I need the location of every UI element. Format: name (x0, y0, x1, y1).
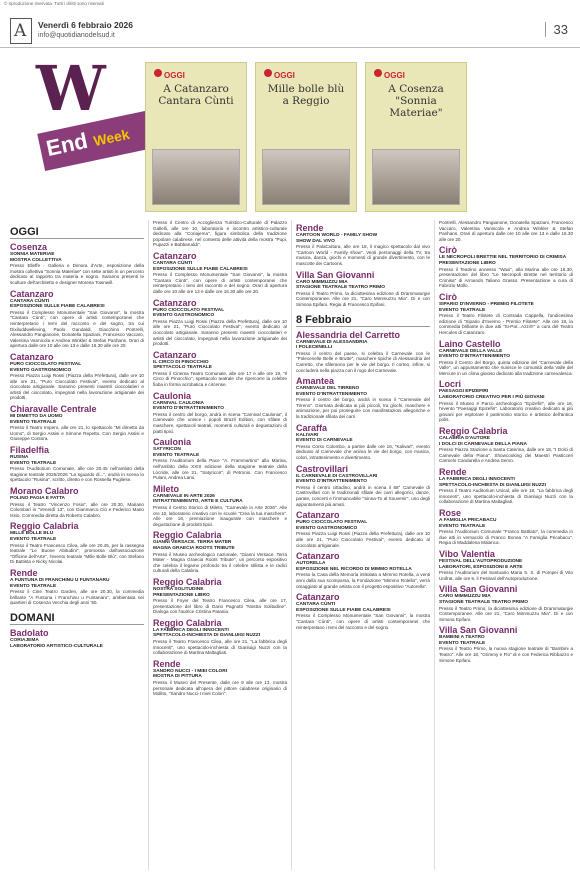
event-title: CARNEVALE DI ALESSANDRIA (296, 339, 368, 345)
event-description: Presso Corso Colombo, a partire dalle ore 16, "Kalivari", evento dedicato al Carnevale che anima le vie del borgo, con musica, colori, intrattenimento e divertimento. (296, 443, 430, 461)
event-title: SONNIA MATERIAE (10, 252, 55, 257)
city-heading: Alessandria del Carretto (296, 329, 401, 340)
event-title: EVENTO D'INTRATTENIMENTO (296, 479, 367, 485)
event-description: Presso il Teatro "Vincenzo Fosio", alle ore 20.30, Mariano Colombari in "Venerdì 13", con Gianmarco Ciò e Federico Mario Issio. Commedia diretta da Roberto Calabro. (10, 501, 144, 518)
event-description: Presso l'Auditorium della Pace "A. Frammartino" alla Marina, nell'ambito della XXIII edizione della stagione teatrale della Locride, alle ore 21, "Satyricon", di Petronio. Con Francesco Pulani, Andrea Lami. (153, 458, 287, 481)
column-divider (434, 220, 435, 870)
promo-box[interactable] (255, 62, 357, 212)
event-title: LABORATORI, ESPOSIZIONI E ARTE (439, 564, 523, 570)
event-title: AUTORELLA (296, 561, 326, 567)
event-description: Presso il Centro del Borgo, quinta edizione del "Carnevale della Valle", un appuntamento che riunisce le comunità della Valle del Mercure in un clima gioioso dedicato alla tradizione carnevalesca. (439, 359, 573, 376)
event-title: MOSTRA DI PITTURA (153, 674, 202, 680)
city-heading: Rose (439, 507, 462, 518)
event-title: ESPOSIZIONE SULLE FIABE CALABRESI (296, 607, 391, 613)
city-heading: Filadelfia (10, 445, 50, 456)
city-heading: Catanzaro (296, 592, 340, 603)
event-title: IL CIRCO DI PINOCCHIO (153, 359, 209, 365)
weekend-banner (36, 52, 131, 214)
column-1 (10, 220, 144, 649)
city-heading: Chiaravalle Centrale (10, 404, 97, 415)
event-title: EVENTO TEATRALE (10, 536, 57, 542)
event-title: A FAMIGLIA PRICABACU (439, 517, 497, 523)
city-heading: Catanzaro (10, 288, 54, 299)
city-heading: Villa San Giovanni (439, 625, 518, 636)
event-title: EVENTO GASTRONOMICO (10, 367, 72, 373)
event-title: CORIAJEMA (10, 637, 39, 643)
city-heading: Caraffa (296, 422, 328, 433)
city-heading: Reggio Calabria (153, 617, 222, 628)
city-heading: Cosenza (10, 242, 48, 252)
event-description: Presso il Teatro Francesco Cilea, alle ore 20.45, per la rassegna teatrale "Le Buone Abitudini", promossa dall'associazione "Officine dell'Arte", l'evento teatrale "Mille Bolle Blù", con Stefano Di Battista e Nicky Nicolai. (10, 542, 144, 565)
event-description: Presso il Centro Storico di Mileto, "Carnevale in Arte 2026". Alle ore 10, laboratorio creativo con le scuole "Crea la tua maschera". Alle ore 16, premiazione inaugurale con maschere e degustazione di prodotti tipici. (153, 504, 287, 527)
event-title: INTRATTENIMENTO, ARTE E CULTURA (153, 499, 243, 505)
event-title: NOSTRA SOLITUDINE (153, 586, 204, 592)
city-heading: Catanzaro (10, 351, 54, 362)
event-title: SPETTACOLO TEATRALE (153, 365, 212, 371)
event-description: Presso il Cine Teatro Garden, alle ore 20.30, la commedia brillante "A Funtuna i Franchinu u Funtanaru", ambientata nei quartieri di Cosenza Vecchia degli anni '50. (10, 589, 144, 606)
event-title: CANTARA CÙNTI (10, 298, 50, 304)
event-title: PAESAGGI EPIZEFIRI (439, 389, 489, 395)
city-heading: Catanzaro (296, 551, 340, 562)
event-description: Presso il Foyer del Teatro Francesco Cilea, alle ore 17, presentazione del libro di Dario Pagnotti "Nostra Solitudine". Dialoga con l'autrice Cristina Patania. (153, 598, 287, 615)
event-title: LA FABBRICA DEGLI INNOCENTI (439, 477, 515, 482)
event-title: PURO CIOCCOLATO FESTIVAL (296, 520, 368, 526)
city-heading: Catanzaro (153, 297, 197, 308)
promo-photo (262, 149, 350, 205)
event-title: CANTARA CÙNTI (153, 260, 193, 266)
event-title: SIPARIO D'INVERNO - PREMIO FILOTETE (439, 301, 534, 307)
event-title: EVENTO TEATRALE (10, 419, 57, 425)
event-title: EVENTO TEATRALE (10, 460, 57, 466)
page-number: 33 (545, 22, 568, 37)
event-description: Presso il centro cittadino, andrà in scena il 68° Carnevale di Castrovillari con le tradizionali sfilate dei carri allegorici, danze, parate, concerti e l'immancabile "Sinna-To al Souvenir", uno degli appuntamenti più amati. (296, 484, 430, 507)
event-title: CARNEVALE DEL TIRRENO (296, 386, 360, 392)
event-description: Presso il centro del borgo, andrà in scena "Carnival Caulonia", il Carnevale che unisce i popoli Brazil Edition, con sfilate di maschere, spettacoli teatrali, momenti culturali e degustazioni di piatti tipici. (153, 411, 287, 434)
event-description: Presso il Teatro Primo, la diciottesima edizione di Drammaturgie Contemporanee. Alle ore 21, "Caro Mimmuzzu Mia". Di e con Simona Epifani. (439, 605, 573, 622)
event-title: EVENTO GASTRONOMICO (296, 525, 358, 531)
event-title: EVENTO GASTRONOMICO (153, 313, 215, 319)
tag-dot-icon (154, 69, 162, 77)
city-heading: Cirò (439, 245, 457, 256)
event-title: FESTIVAL DELL'AUTOPRODUZIONE (439, 558, 523, 564)
event-description: Presso la Casa della Memoria intitolata a Mimmo Rotella, a venti anni dalla sua scomparsa, la Fondazione "Mimmo Rotella", verrà omaggiato al grande artista con il progetto espositivo "Autorella". (296, 572, 430, 589)
newspaper-logo-icon (10, 18, 32, 44)
promo-tag: OGGI (384, 71, 405, 80)
event-title: LABORATORIO CREATIVO PER I PIÙ GIOVANI (439, 395, 545, 401)
city-heading: Catanzaro (296, 510, 340, 521)
city-heading: Laino Castello (439, 338, 501, 349)
event-title: ESPOSIZIONE NEL RICORDO DI MIMMO ROTELLA (296, 566, 412, 572)
event-description: Presso il Teatro Auditorium Unical, alle ore 18, "La fabbrica degli innocenti", uno spettacolo-inchiesta di Gianluigi Nuzzi con la collaborazione di Martina Maltagliati. (439, 488, 573, 505)
section-heading: DOMANI (10, 612, 144, 625)
event-title: LA FABBRICA DEGLI INNOCENTI (153, 627, 229, 633)
issue-date: Venerdì 6 febbraio 2026 (38, 20, 133, 30)
event-title: BAMBINI A TEATRO (439, 635, 485, 641)
city-heading: Badolato (10, 627, 49, 638)
column-divider (291, 220, 292, 870)
city-heading: Reggio Calabria (439, 426, 508, 437)
event-title: PRESENTAZIONE LIBRO (153, 592, 210, 598)
event-title: IL CARNEVALE DI CASTROVILLARI (296, 473, 378, 479)
city-heading: Locri (439, 379, 462, 390)
event-title: CANTARA CÙNTI (296, 602, 336, 608)
event-title: EVENTO TEATRALE (439, 523, 486, 529)
event-description: Presso il Complesso Monumentale "San Giovanni", la mostra "Cantara Cùnti", con opere di artisti contemporanei che reinterpretano i temi del racconto e del sogno. (296, 613, 430, 630)
event-title: GIANNI VERSACE. TERRA MATER (153, 540, 232, 546)
event-title: SHOW DAL VIVO (296, 238, 335, 244)
city-heading: Rende (296, 223, 324, 233)
event-title: CARNEVALE IN ARTE 2026 (153, 493, 215, 499)
event-description: Presso il Cinema Teatro Comunale, alle ore 17 e alle ore 19, "Il Circo di Pinocchio", spettacolo teatrale che ripercorre la celebre fiaba in forma acrobatica e circense. (153, 370, 287, 388)
event-title: STAGIONE TEATRALE TEATRO PRIMO (296, 285, 386, 291)
section-heading: 8 Febbraio (296, 314, 430, 327)
event-title: PURO CIOCCOLATO FESTIVAL (10, 361, 82, 367)
event-title: EVENTO D'INTRATTENIMENTO (153, 406, 224, 412)
event-description: Presso il Teatro Primo, la diciottesima edizione di Drammaturgie Contemporanee. Alle ore 21, "Caro Mimmuzzu Mia". Di e con Simona Epifani. Regia di Francesco Epifani. (296, 290, 430, 307)
logo-letter: A (14, 21, 27, 41)
event-description: Presso il Museo del Presente, dalle ore 9 alle ore 13, mostra personale dedicata all'opera del pittore calabrese originario di Mollito, "Sandro Nucci-I miei Colori". (153, 680, 287, 697)
event-description: Presso il Teatro Filotete di Contrada Cappella, l'undicesima edizione di "Sipario d'Inverno - Premio Filotete". Alle ore 18, la commedia brillante in due atti "Si-Par...Azzi!!!" a cura del Teatro Hercules di Catanzaro. (439, 313, 573, 335)
event-description: Presso Piazza Luigi Rossi (Piazza della Prefettura), dalle ore 10 alle ore 21, "Puro Cioccolato Festival", evento dedicato al cioccolato artigianale. Saranno presenti maestri cioccolatieri e artisti del cioccolato, impegnati nella lavorazione artigianale dei prodotti. (153, 318, 287, 347)
promo-box[interactable] (365, 62, 467, 212)
event-title: CARO MIMMUZZU MIA (439, 594, 491, 600)
event-title: EVENTO TEATRALE (439, 307, 486, 313)
event-description: Presso Piazza Stazione a Santa Caterina, dalle ore 18, "I Dolci di Carnevale della Piana". Showcooking dei Maestri Pasticceri Carmelo Candarella e Andrea Servo. (439, 447, 573, 464)
city-heading: Caulonia (153, 437, 192, 448)
contact-email[interactable]: info@quotidianodelsud.it (38, 32, 115, 39)
event-title: EVENTO DI CARNEVALE (296, 438, 353, 444)
event-title: LE NECROPOLI BRETTIE NEL TERRITORIO DI CRIMISA (439, 255, 567, 261)
event-title: EVENTO D'INTRATTENIMENTO (296, 391, 367, 397)
column-4 (439, 220, 573, 665)
event-description: Presso il centro del paese, si celebra il Carnevale con le "Polecenelle Belle e Brutte", maschere tipiche di Alessandria del Carretto, che sfileranno per le vie del borgo. Il corteo, infine, si concluderà nella piazza con il rogo del Carnevale. (296, 350, 430, 373)
event-title: MAGNA GRAECIA ROOTS TRIBUTE (153, 545, 235, 551)
event-description: Presso il Museo archeologico nazionale, "Gianni Versace. Terra Mater - Magna Graecia Roots Tribute", un percorso espositivo che celebra il legame profondo tra il celebre stilista e le radici culturali della Calabria. (153, 551, 287, 574)
copyright-note: © riproduzione riservata. Tutti i diritti sono riservati (4, 1, 104, 6)
column-3 (296, 220, 430, 632)
event-description: Presso il Teatro Impero, alle ore 21, lo spettacolo "Mi dimetto da Uomo", di Sergio Assisi e Simone Repetto. Con Sergio Assisi e Giuseppe Contora. (10, 425, 144, 442)
city-heading: Reggio Calabria (153, 530, 222, 541)
event-title: PRESENTAZIONE LIBRO (439, 260, 496, 266)
event-description: Pontrelli, Alessandro Pangianone, Donatella Spaziani, Francesco Vaccaro, Valentina Vannicola e Andrea Winkler & Stefan Panhans. Orari di apertura dalle ore 10 alle ore 13 e dalle 16.30 alle ore 20. (439, 220, 573, 242)
event-title: MILLE BOLLE BLU (10, 531, 54, 537)
city-heading: Rende (439, 467, 467, 477)
event-title: POLINO PAGIA E FATTA (10, 496, 65, 501)
event-title: I DOLCI DI CARNEVALE DELLA PIANA (439, 441, 527, 447)
event-title: A FUNTUNA DI FRANCHINU U FUNTANARU (10, 577, 110, 583)
event-description: Presso l'Auditorium Comunale "Franco Battiato", la commedia in due atti in vernacolo di Franco Bonea "A Famiglia Pricabacu". Regia di Maddalena Malanca. (439, 529, 573, 546)
masthead (0, 8, 580, 48)
event-title: CARTOON WORLD - FAMILY SHOW (296, 233, 378, 238)
city-heading: Caulonia (153, 390, 192, 401)
city-heading: Rende (153, 658, 181, 669)
event-description: Presso il Centro di Accoglienza Turistico-Culturale di Palazzo Gallelli, alle ore 10, laboratorio e incontro artistico-culturale dedicato alla "Coriajema", figura simbolica della tradizione popolare calabrese, nel contesto delle attività della mostra "Pupi, Pupazzi e Babbaruddi". (153, 220, 287, 248)
event-description: Presso l'Auditorium del Santuario Maria S. S. di Pompei di Vito Unifrat, alle ore 9, il Festival dell'Autoproduzione. (439, 570, 573, 581)
promo-box[interactable] (145, 62, 247, 212)
event-title: LABORATORIO ARTISTICO-CULTURALE (10, 643, 103, 649)
city-heading: Catanzaro (153, 250, 197, 261)
event-title: EVENTO D'INTRATTENIMENTO (439, 354, 510, 360)
promo-tag: OGGI (274, 71, 295, 80)
promo-tag: OGGI (164, 71, 185, 80)
event-description: Presso il Teatro Primo, la nuova stagione teatrale di "Bambini a Teatro". Alle ore 18, "Grimmy e Flo" di e con Federica Ribbazzo e Simone Epifani. (439, 646, 573, 663)
event-description: Presso il Complesso Monumentale "San Giovanni", la mostra "Cantara Cùnti", con opere di artisti contemporanei che reinterpretano i temi del racconto e del sogno. Orari di apertura dalle ore 10 alle ore 13 e dalle ore 16.30 alle ore 20. (153, 272, 287, 294)
event-title: EVENTO TEATRALE (153, 452, 200, 458)
event-title: MOSTRA COLLETTIVA (10, 257, 62, 263)
event-description: Presso il Teatrino annesso "Waxi", alla Marina alle ore 16.30, presentazione del libro "Le Necropoli Brettie nel territorio di Crimisa" di Armando Taliano Grasso. Presentazione a cura di Fabrizio Mollo. (439, 266, 573, 289)
city-heading: Amantea (296, 376, 335, 387)
city-heading: Villa San Giovanni (439, 584, 518, 595)
city-heading: Villa San Giovanni (296, 269, 375, 280)
city-heading: Castrovillari (296, 463, 349, 474)
city-heading: Mileto (153, 483, 179, 494)
event-title: CARO MIMMUZZU MIA (296, 279, 348, 285)
event-title: KALIVARI (296, 432, 319, 438)
column-2 (153, 220, 287, 699)
event-title: CARNEVALE DELLA VALLE (439, 348, 503, 354)
city-heading: Reggio Calabria (10, 521, 79, 532)
banner-end-text: End (43, 127, 90, 161)
city-heading: Morano Calabro (10, 486, 79, 496)
event-description: Presso l'Auditorium Comunale, alle ore 20.45 nell'ambito della stagione teatrale 2025/2026 "La sguardo di...", andrà in scena lo spettacolo "Rusina", scritto, diretto e con Rossella Pugliese. (10, 466, 144, 483)
event-title: ESPOSIZIONE SULLE FIABE CALABRESI (10, 304, 105, 310)
promo-title: Mille bolle blù a Reggio (267, 83, 345, 107)
event-description: Presso Piazza Luigi Rossi (Piazza della Prefettura), dalle ore 10 alle ore 21, "Puro Cioccolato Festival", evento dedicato al cioccolato artigianale. Saranno presenti maestri cioccolatieri e artisti del cioccolato, impegnati nella lavorazione artigianale dei prodotti. (10, 373, 144, 401)
column-divider (148, 220, 149, 870)
event-description: Presso il PalaCultura, alle ore 18, il magico spettacolo dal vivo "Cartoon World - Family show". Venti personaggi della TV, tra musica, danza, giochi e momenti di grande divertimento, con le mascotte dei Cartoons. (296, 244, 430, 266)
event-description: Presso il Museo e Parco archeologico "Epizefiri", alle ore 16, l'evento "Paesaggi Epizefiri". Laboratorio creativo dedicato ai più giovani per esplorare il patrimonio storico e artistico dell'antica polis. (439, 400, 573, 423)
event-title: SATYRICON (153, 447, 181, 453)
event-description: Presso Piazza Luigi Rossi (Piazza della Prefettura), dalle ore 10 alle ore 21, "Puro Cioccolato Festival", evento dedicato al cioccolato artigianale. (296, 531, 430, 548)
banner-week-text: Week (92, 125, 131, 150)
event-description: Presso il Teatro Francesco Cilea, alle ore 21, "La fabbrica degli innocenti", uno spettacolo-inchiesta di Gianluigi Nuzzi con la collaborazione di Martina Maltagliati. (153, 639, 287, 656)
event-title: PURO CIOCCOLATO FESTIVAL (153, 307, 225, 313)
event-title: SPETTACOLO-INCHIESTA DI GIANLUIGI NUZZI (153, 633, 261, 639)
event-title: SANDRO NUCCI - I MIEI COLORI (153, 668, 228, 674)
event-title: SPETTACOLO-INCHIESTA DI GIANLUIGI NUZZI (439, 482, 547, 488)
event-title: RUSINA (10, 455, 29, 461)
event-title: STAGIONE TEATRALE TEATRO PRIMO (439, 599, 529, 605)
city-heading: Rende (10, 567, 38, 578)
city-heading: Cirò (439, 291, 457, 302)
event-title: MI DIMETTO DA UOMO (10, 414, 63, 420)
tag-dot-icon (374, 69, 382, 77)
banner-w: W (36, 52, 106, 125)
promo-photo (372, 149, 460, 205)
event-description: Presso il Complesso Monumentale "San Giovanni", la mostra "Cantara Cùnti", con opere di artisti contemporanei che reinterpretano i temi del racconto e del sogno, tra cui Dixiluddwelleving, Paolo Gandaldi, Giacchino Pontrelli, Alessandro Pangianone, Donatella Spaziani, Francesco Vaccaro, Valentina Vannicola e Andrea Winkler & Stefan Panhans. Orari di apertura dalle ore 10 alle ore 13 e dalle 16.30 alle ore 20. (10, 309, 144, 349)
section-heading: OGGI (10, 226, 144, 239)
event-title: EVENTO TEATRALE (10, 583, 57, 589)
event-description: Presso il centro del borgo, andrà in scena il "Carnevale del Tirreno". Giornata dedicata ai più piccoli, tra giochi, maschere e animazione, per poi proseguire con manifestazioni allegoriche e la tradizionale sfilata dei carri. (296, 397, 430, 420)
event-description: Presso Elleffe - Galleria e Dimora d'Arte, esposizione della mostra collettiva "Sonnia Materiae" con sette artisti in un percorso dedicato al rapporto tra materia e sogno. Saranno presenti le sculture dell'architetto e designer Morena Townwill. (10, 263, 144, 285)
event-title: I POLECENELLI (296, 345, 333, 351)
tag-dot-icon (264, 69, 272, 77)
city-heading: Catanzaro (153, 349, 197, 360)
city-heading: Reggio Calabria (153, 576, 222, 587)
promo-title: A Catanzaro Cantara Cùnti (158, 83, 234, 107)
promo-title: A Cosenza "Sonnia Materiae" (388, 83, 444, 119)
promo-photo (152, 149, 240, 205)
event-title: EVENTO TEATRALE (439, 640, 486, 646)
event-title: CARNIVAL CAULONIA (153, 400, 204, 406)
city-heading: Vibo Valentia (439, 548, 495, 559)
event-title: CALABRIA D'AUTORE (439, 436, 490, 442)
event-title: ESPOSIZIONE SULLE FIABE CALABRESI (153, 266, 248, 272)
